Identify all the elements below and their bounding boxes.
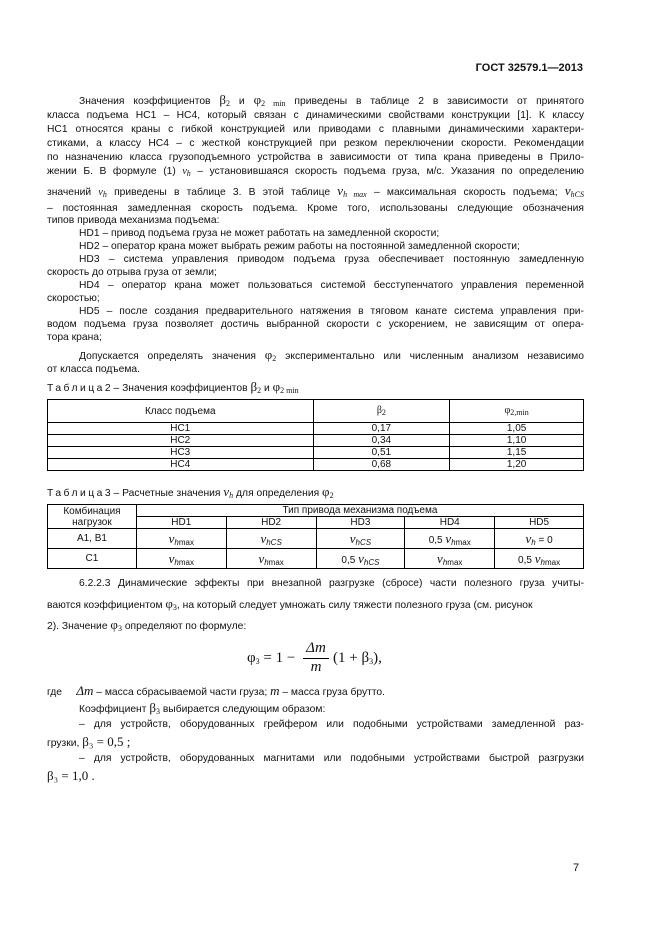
hd4-item-line1: HD4 – оператор крана может пользоваться системой бесступенчатого управления переменной <box>79 280 584 291</box>
table3-header-hd: HD4 <box>405 517 495 529</box>
dash1-line1: – для устройств, оборудованных грейфером или подобными устройствами замедленной раз- <box>79 719 584 730</box>
hd5-item-line1: HD5 – после создания предварительного натяжения в тяговом канате система управления при- <box>79 306 584 317</box>
table-row <box>48 549 584 569</box>
s623-line2: ваются коэффициентом $\varphi_3$, на который следует умножать силу тяжести полезного груза (см. рисунок <box>47 596 533 612</box>
table3-cell: 0,5 $v_{hmax}$ <box>495 549 584 569</box>
dash2-line2: β₃ = 1,0 . <box>47 768 95 783</box>
para1-line6: жении Б. В формуле (1) $v_h$ – установившаяся скорость подъема груза, м/с. Указания по определению <box>47 166 584 178</box>
dash1-line2: грузки, β₃ = 0,5 ; <box>47 734 131 749</box>
table2-cell: HC1 <box>48 423 314 435</box>
table2-caption: Таблица2 – Значения коэффициентов $\beta_2$ и $\varphi_{2 min}$ <box>47 379 299 395</box>
page-number: 7 <box>573 862 580 874</box>
table2-cell: HC3 <box>48 447 314 459</box>
para1-line5: по назначению класса грузоподъемного устройства в зависимости от типа крана приведены в Прило- <box>47 152 584 163</box>
table-row <box>48 529 584 549</box>
para1-line2: класса подъема HC1 – HC4, который связан с динамическими свойствами конструкции [1]. К классу <box>47 110 584 121</box>
standard-header: ГОСТ 32579.1—2013 <box>475 62 583 74</box>
table2-cell: 1,10 <box>450 435 584 447</box>
table3-header-combo: Комбинация нагрузок <box>48 505 137 529</box>
table2-cell: HC2 <box>48 435 314 447</box>
table2-cell: 1,05 <box>450 423 584 435</box>
table3-cell: $v_{hCS}$ <box>226 529 316 549</box>
table3-cell: C1 <box>48 549 137 569</box>
table3-header-hd: HD3 <box>316 517 405 529</box>
table3-cell: $v_{hmax}$ <box>136 529 226 549</box>
formula-phi3: $\varphi_3 = 1$ − $\frac{\Delta m}{m}$ $(1 + \beta_3)$, <box>247 640 382 675</box>
table3-caption: Таблица3 – Расчетные значения $v_h$ для определения $\varphi_2$ <box>47 484 334 500</box>
para2-line1: Допускается определять значения $\varphi_2$ экспериментально или численным анализом независимо <box>79 347 584 363</box>
table2-cell: 0,17 <box>313 423 450 435</box>
table-row <box>48 459 584 471</box>
hd5-item-line2: водом подъема груза позволяет достичь выбранной скорости с ускорением, не зависящим от опера- <box>47 319 584 330</box>
table2-cell: 1,20 <box>450 459 584 471</box>
table3 <box>47 504 584 569</box>
para1-line4: стиками, а классу HC4 – с жесткой конструкцией при резком переключении скорости. Рекомендации <box>47 138 584 149</box>
s623-line1: 6.2.2.3 Динамические эффекты при внезапной разгрузке (сбросе) части полезного груза учиты- <box>79 578 584 589</box>
table2-cell: HC4 <box>48 459 314 471</box>
s623-line3: 2). Значение $\varphi_3$ определяют по формуле: <box>47 617 247 633</box>
table3-cell: $v_{hmax}$ <box>405 549 495 569</box>
table-row <box>48 435 584 447</box>
hd4-item-line2: скоростью; <box>47 293 100 304</box>
para1-line9: типов привода механизма подъема: <box>47 215 220 226</box>
hd3-item-line2: скорость до отрыва груза от земли; <box>47 267 217 278</box>
table3-cell: A1, B1 <box>48 529 137 549</box>
coef-line: Коэффициент $\beta_3$ выбирается следующим образом: <box>79 700 326 716</box>
para1-line1: Значения коэффициентов $\beta_2$ и $\varphi_{2 min}$ приведены в таблице 2 в зависимости от принятого <box>79 92 584 108</box>
table-row <box>48 423 584 435</box>
table2-cell: 1,15 <box>450 447 584 459</box>
para1-line7: значений $v_h$ приведены в таблице 3. В этой таблице $v_{h max}$ – максимальная скорость подъема; $v_{hCS}$ <box>47 183 584 199</box>
table2-cell: 0,34 <box>313 435 450 447</box>
table3-header-hd: HD2 <box>226 517 316 529</box>
table3-cell: 0,5 $v_{hCS}$ <box>316 549 405 569</box>
formula-fraction: $\frac{\Delta m}{m}$ <box>303 640 329 676</box>
hd5-item-line3: тора крана; <box>47 332 102 343</box>
table3-cell: $v_{hmax}$ <box>136 549 226 569</box>
dash2-line1: – для устройств, оборудованных магнитами или подобными устройствами быстрой разгрузки <box>79 753 584 764</box>
table2-header-phi: $\varphi_{2,min}$ <box>450 400 584 423</box>
hd2-item: HD2 – оператор крана может выбрать режим работы на постоянной замедленной скорости; <box>79 241 520 252</box>
table2-header-class: Класс подъема <box>48 400 314 423</box>
table2-cell: 0,68 <box>313 459 450 471</box>
table2 <box>47 399 584 471</box>
para1-line8: – постоянная замедленная скорость подъема. Кроме того, использованы следующие обозначения <box>47 203 584 214</box>
hd3-item-line1: HD3 – система управления приводом подъема груза обеспечивает постоянную замедленную <box>79 254 584 265</box>
table3-cell: $v_h = 0$ <box>495 529 584 549</box>
para1-line3: HC1 относятся краны с гибкой конструкцией или приводами с плавными динамическими характери- <box>47 124 584 135</box>
table3-cell: 0,5 $v_{hmax}$ <box>405 529 495 549</box>
table3-header-hd: HD5 <box>495 517 584 529</box>
para2-line2: от класса подъема. <box>47 364 141 375</box>
table3-header-hd: HD1 <box>136 517 226 529</box>
hd1-item: HD1 – привод подъема груза не может работать на замедленной скорости; <box>79 228 440 239</box>
table3-header-type: Тип привода механизма подъема <box>136 505 583 517</box>
table2-cell: 0,51 <box>313 447 450 459</box>
table3-cell: $v_{hCS}$ <box>316 529 405 549</box>
table2-header-beta: $\beta_2$ <box>313 400 450 423</box>
table-row <box>48 447 584 459</box>
where-line: где Δm – масса сбрасываемой части груза; m – масса груза брутто. <box>47 683 386 698</box>
table3-cell: $v_{hmax}$ <box>226 549 316 569</box>
